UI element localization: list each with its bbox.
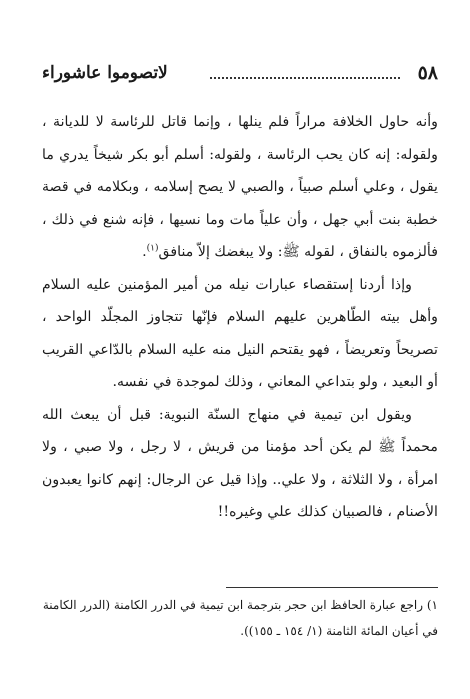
main-text	[42, 106, 438, 529]
footnote-separator	[226, 587, 438, 588]
page-header	[42, 62, 438, 88]
page-number: ٥٨	[417, 62, 438, 84]
running-title: لاتصوموا عاشوراء	[42, 63, 168, 83]
header-dotted-leader	[210, 77, 400, 79]
footnote-text: ١) راجع عبارة الحافظ ابن حجر بترجمة ابن تيمية في الدرر الكامنة (الدرر الكامنة في أعيان المائة الثامنة (١/ ١٥٤ ـ ١٥٥)).	[42, 598, 438, 638]
paragraph-1-text: وأنه حاول الخلافة مراراً فلم ينلها ، وإنما قاتل للرئاسة لا للديانة ، ولقوله: إنه كان يحب الرئاسة ، ولقوله: أسلم أبو بكر شيخاً يدري ما يقول ، وعلي أسلم صبياً ، والصبي لا يصح إسلامه ، وبكلامه في قصة خطبة بنت أبي جهل ، وأن علياً مات وما نسيها ، فإنه شنع في ذلك ، فألزموه بالنفاق ، لقوله ﷺ: ولا يبغضك إلاّ منافق	[42, 114, 438, 260]
paragraph-1	[42, 106, 438, 269]
footnote-reference: (١)	[146, 243, 159, 254]
paragraph-3: ويقول ابن تيمية في منهاج السنّة النبوية: قبل أن يبعث الله محمداً ﷺ لم يكن أحد مؤمنا من قريش ، لا رجل ، ولا صبي ، ولا امرأة ، ولا الثلاثة ، ولا علي.. وإذا قيل عن الرجال: إنهم كانوا يعبدون الأصنام ، فالصبيان كذلك علي وغيره!!	[42, 406, 438, 520]
paragraph-1-end: .	[142, 244, 147, 260]
footnote	[42, 592, 438, 644]
paragraph-2: وإذا أردنا إستقصاء عبارات نيله من أمير المؤمنين عليه السلام وأهل بيته الطّاهرين عليهم السلام فإنّها تتجاوز المجلّد الواحد ، تصريحاً وتعريضاً ، فهو يقتحم النيل منه عليه السلام بالدّاعي القريب أو البعيد ، ولو بتداعي المعاني ، وذلك لموجدة في نفسه.	[42, 276, 438, 390]
